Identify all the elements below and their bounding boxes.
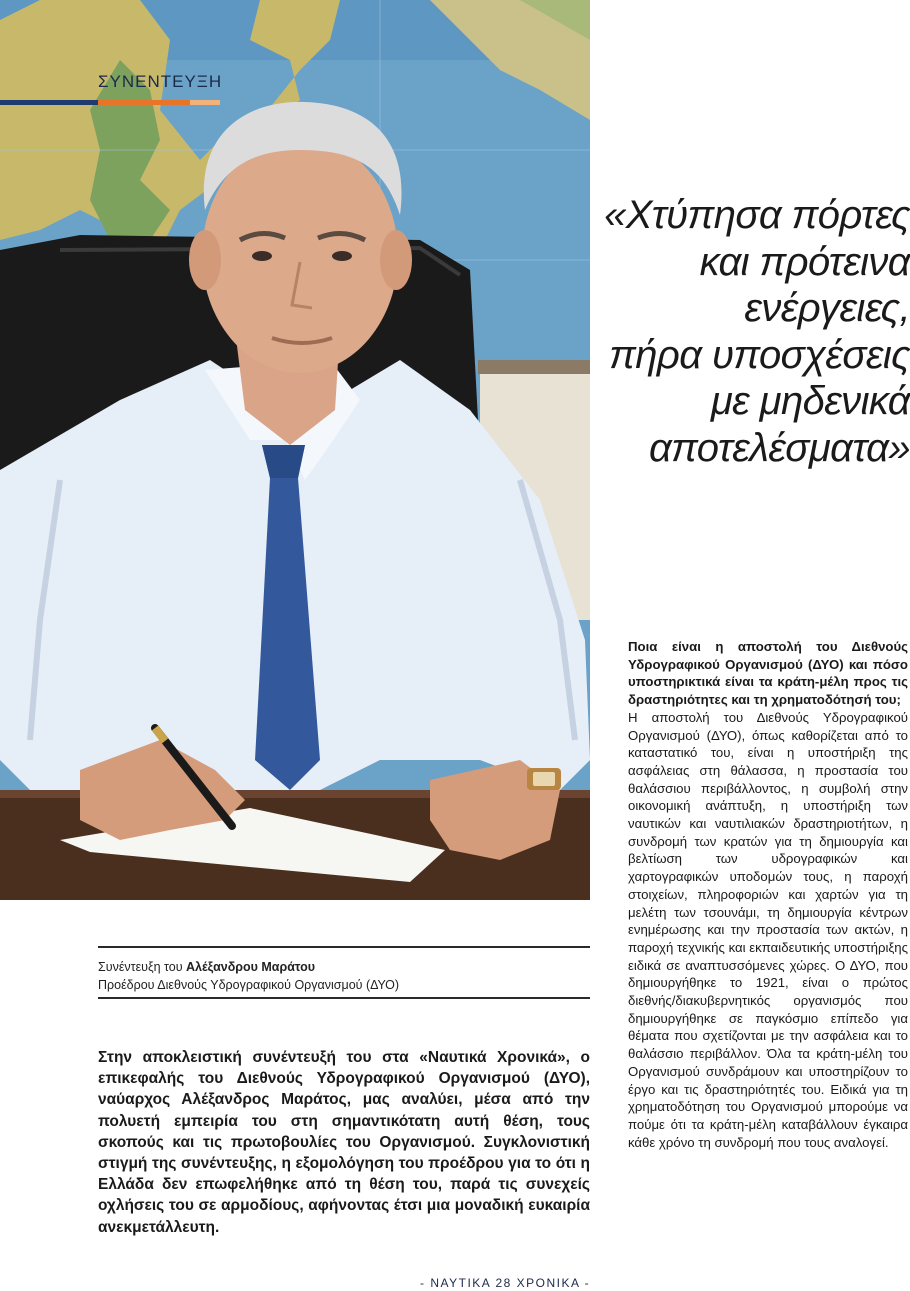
section-rule-blue <box>0 100 98 105</box>
caption-prefix: Συνέντευξη του <box>98 960 187 974</box>
page-footer <box>420 1276 590 1290</box>
footer-left: - ΝΑΥΤΙΚΑ <box>420 1276 496 1290</box>
portrait-illustration <box>0 0 590 900</box>
headline-quote <box>596 192 910 471</box>
article-column <box>628 638 908 1151</box>
caption-role: Προέδρου Διεθνούς Υδρογραφικού Οργανισμού (ΔΥΟ) <box>98 978 400 992</box>
interview-answer: Η αποστολή του Διεθνούς Υδρογραφικού Οργανισμού (ΔΥΟ), όπως καθορίζεται από το καταστατικό του, είναι η υποστήριξη της ασφάλειας στη θάλασσα, η προστασία του θαλάσσιου περιβάλλοντος, η συμβολή στην οικονομική ανάπτυξη, η υποστήριξη των ναυτικών και ναυτιλιακών δραστηριοτήτων, η συνδρομή των κρατών για τη δημιουργία και βελτίωση των υδρογραφικών και χαρτογραφικών υποδομών τους, η παροχή στοιχείων, πληροφοριών και χαρτών για τη μελέτη των τσουνάμι, τη δημιουργία κέντρων ενημέρωσης και την προστασία των ακτών, η παροχή τεχνικής και εκπαιδευτικής υποστήριξης ειδικά σε αναπτυσσόμενες χώρες. Ο ΔΥΟ, που δημιουργήθηκε το 1921, είναι ο πρώτος διεθνής/διακυβερνητικός οργανισμός που δημιουργήθηκε σε παγκόσμιο επίπεδο για θέματα που σχετίζονται με την ασφάλεια και το θαλάσσιο περιβάλλον. Όλα τα κράτη-μέλη του Οργανισμού συνδράμουν και υποστηρίζουν το έργο και τις δραστηριότητές του. Ειδικά για τη χρηματοδότηση του Οργανισμού μπορούμε να πούμε ότι τα κράτη-μέλη καταβάλλουν έγκαιρα κάθε χρόνο τη συνδρομή που τους αναλογεί. <box>628 709 908 1150</box>
section-rule-orange <box>98 100 190 105</box>
headline-line: και πρότεινα <box>699 239 910 284</box>
headline-line: με μηδενικά <box>710 379 910 423</box>
caption-name: Αλέξανδρου Μαράτου <box>186 960 316 974</box>
interview-question: Ποια είναι η αποστολή του Διεθνούς Υδρογραφικού Οργανισμού (ΔΥΟ) και πόσο υποστηρικτικά είναι τα κράτη-μέλη προς τις δραστηριότητες και τη χρηματοδότησή του; <box>628 639 908 708</box>
page-number: 28 <box>495 1276 512 1290</box>
cover-photo <box>0 0 590 900</box>
headline-line: αποτελέσματα» <box>648 425 910 470</box>
headline-line: πήρα υποσχέσεις <box>609 332 910 377</box>
footer-right: ΧΡΟΝΙΚΑ - <box>511 1276 591 1290</box>
caption-rule-top <box>98 946 590 948</box>
lead-paragraph: Στην αποκλειστική συνέντευξή του στα «Ναυτικά Χρονικά», ο επικεφαλής του Διεθνούς Υδρογραφικού Οργανισμού (ΔΥΟ), ναύαρχος Αλέξανδρος Μαράτος, μας αναλύει, μέσα από την πολυετή εμπειρία του στη σημαντικότατη αυτή θέση, τους σκοπούς και τις πρωτοβουλίες του Οργανισμού. Συγκλονιστική στιγμή της συνέντευξης, η εξομολόγηση του προέδρου για το ότι η Ελλάδα δεν επωφελήθηκε από τη θέση του, παρά τις συνεχείς οχλήσεις του σε αρμοδίους, αφήνοντας έτσι μια μοναδική ευκαιρία ανεκμετάλλευτη. <box>98 1049 590 1236</box>
section-rule-peach <box>190 100 220 105</box>
section-label: ΣΥΝΕΝΤΕΥΞΗ <box>98 72 223 91</box>
headline-line: ενέργειες, <box>744 286 910 330</box>
photo-caption <box>98 958 590 994</box>
headline-line: «Χτύπησα πόρτες <box>604 193 910 237</box>
face <box>202 137 398 373</box>
caption-rule-bottom <box>98 997 590 999</box>
